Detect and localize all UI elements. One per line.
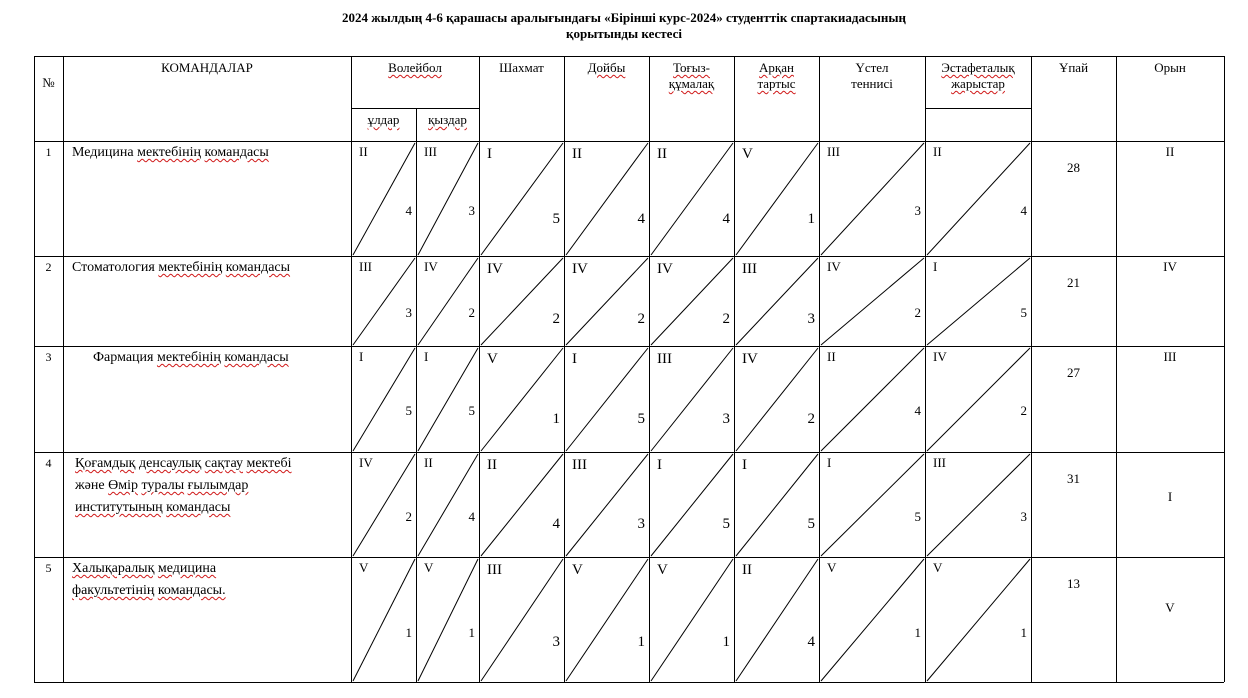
score-points-value: 5 (722, 516, 730, 532)
score-cell-diagonal (821, 559, 924, 681)
rank-value: V (359, 560, 369, 575)
score-points-value: 5 (552, 211, 560, 227)
document-title-line1: 2024 жылдың 4-6 қарашасы аралығындағы «Бірінші курс-2024» студенттік спартакиадасының (341, 10, 907, 25)
header-points: Ұпай (1058, 60, 1089, 75)
team-name-word: командасы (204, 145, 269, 160)
rank-value: II (572, 146, 582, 162)
score-points-value: 1 (637, 634, 645, 650)
place-value: II (1165, 144, 1175, 159)
score-cell-diagonal (821, 348, 924, 451)
place-value: IV (1163, 259, 1177, 274)
document-title-line2: қорытынды кестесі (566, 26, 682, 41)
team-name-line (72, 581, 226, 601)
rank-value: III (657, 351, 672, 367)
header-togyz-line1: Тоғыз- (673, 60, 710, 75)
score-points-value: 1 (1020, 625, 1027, 640)
score-cell-diagonal (821, 454, 924, 556)
rank-value: V (827, 560, 837, 575)
rank-value: V (742, 146, 753, 162)
score-points-value: 2 (405, 509, 412, 524)
rank-value: III (359, 259, 372, 274)
score-points-value: 3 (405, 305, 412, 320)
rank-value: II (657, 146, 667, 162)
score-points-value: 4 (637, 211, 645, 227)
score-points-value: 3 (552, 634, 560, 650)
rank-value: I (424, 349, 429, 364)
team-name-line (75, 454, 292, 474)
score-points-value: 5 (1020, 305, 1027, 320)
team-name-word: Халықаралық (72, 561, 155, 576)
score-points-value: 2 (1020, 403, 1027, 418)
score-cell-diagonal (821, 143, 924, 255)
rank-value: II (742, 562, 752, 578)
team-name-word: туралы (141, 478, 185, 493)
team-name-word: мектебі (246, 456, 292, 471)
header-rope-line1: Арқан (759, 60, 794, 75)
rank-value: IV (657, 261, 673, 277)
score-points-value: 3 (807, 311, 815, 327)
header-chess: Шахмат (499, 60, 544, 75)
total-points-value: 13 (1067, 576, 1080, 591)
team-name-word: Қоғамдық (75, 456, 136, 471)
score-points-value: 4 (468, 509, 475, 524)
row-number: 5 (45, 561, 52, 575)
score-cell-diagonal (927, 559, 1030, 681)
score-cell-diagonal (353, 143, 415, 255)
team-name-line (75, 476, 248, 496)
score-points-value: 1 (468, 625, 475, 640)
row-number: 2 (45, 260, 52, 274)
team-name-word: командасы. (157, 583, 226, 598)
header-checkers: Дойбы (587, 60, 626, 75)
row-number: 1 (45, 145, 52, 159)
rank-value: V (933, 560, 943, 575)
rank-value: IV (933, 349, 947, 364)
rank-value: II (933, 144, 942, 159)
team-name-word: Медицина (72, 145, 134, 160)
score-cell-diagonal (651, 454, 733, 556)
rank-value: I (359, 349, 364, 364)
total-points-value: 31 (1067, 471, 1080, 486)
score-points-value: 1 (722, 634, 730, 650)
header-relay-line2: жарыстар (951, 76, 1005, 91)
team-name-word: сақтау (204, 456, 243, 471)
team-name-word: Фармация (93, 350, 154, 365)
score-cell-diagonal (481, 143, 563, 255)
rank-value: I (933, 259, 938, 274)
score-points-value: 3 (637, 516, 645, 532)
score-points-value: 4 (807, 634, 815, 650)
score-points-value: 5 (807, 516, 815, 532)
rank-value: II (827, 349, 836, 364)
team-name-word: мектебінің (156, 350, 221, 365)
header-tennis-line1: Үстел (855, 60, 889, 75)
score-points-value: 5 (405, 403, 412, 418)
header-place: Орын (1154, 60, 1186, 75)
score-cell-diagonal (418, 559, 478, 681)
header-relay-line1: Эстафеталық (941, 60, 1015, 75)
row-number: 3 (45, 350, 52, 364)
team-name-word: денсаулық (138, 456, 202, 471)
row-number: 4 (45, 456, 52, 470)
team-name-word: командасы (166, 500, 231, 515)
rank-value: V (572, 562, 583, 578)
rank-value: IV (424, 259, 438, 274)
score-points-value: 3 (1020, 509, 1027, 524)
total-points-value: 21 (1067, 275, 1080, 290)
score-cell-diagonal (353, 559, 415, 681)
rank-value: V (657, 562, 668, 578)
team-name-word: мектебінің (137, 145, 202, 160)
score-points-value: 1 (914, 625, 921, 640)
rank-value: I (487, 146, 492, 162)
rank-value: I (742, 457, 747, 473)
score-points-value: 3 (722, 411, 730, 427)
rank-value: IV (742, 351, 758, 367)
team-name-word: Стоматология (72, 260, 155, 275)
team-name-line (93, 348, 289, 368)
team-name-word: медицина (157, 561, 217, 576)
score-points-value: 4 (405, 203, 412, 218)
rank-value: IV (359, 455, 373, 470)
header-tennis-line2: теннисі (851, 76, 893, 91)
header-teams: КОМАНДАЛАР (161, 60, 253, 75)
score-cell-diagonal (418, 143, 478, 255)
score-points-value: 4 (722, 211, 730, 227)
header-togyz-line2: құмалақ (668, 76, 715, 91)
team-name-line (75, 498, 230, 518)
header-number: № (42, 75, 55, 90)
team-name-line (72, 559, 216, 579)
place-value: I (1167, 489, 1173, 504)
rank-value: I (657, 457, 662, 473)
score-points-value: 4 (1020, 203, 1027, 218)
score-cell-diagonal (736, 454, 818, 556)
team-name-word: командасы (224, 350, 289, 365)
rank-value: I (572, 351, 577, 367)
rank-value: II (487, 457, 497, 473)
rank-value: IV (487, 261, 503, 277)
score-points-value: 2 (468, 305, 475, 320)
rank-value: III (572, 457, 587, 473)
score-points-value: 5 (637, 411, 645, 427)
rank-value: I (827, 455, 832, 470)
team-name-word: институтының (75, 500, 163, 515)
score-points-value: 4 (552, 516, 560, 532)
rank-value: III (933, 455, 946, 470)
team-name-line (72, 143, 269, 163)
score-points-value: 1 (405, 625, 412, 640)
rank-value: II (424, 455, 433, 470)
place-value: V (1165, 600, 1175, 615)
team-name-word: ғылымдар (187, 478, 249, 493)
rank-value: III (424, 144, 437, 159)
team-name-word: факультетінің (72, 583, 155, 598)
score-points-value: 2 (914, 305, 921, 320)
score-points-value: 1 (807, 211, 815, 227)
score-points-value: 4 (914, 403, 921, 418)
rank-value: IV (827, 259, 841, 274)
score-points-value: 3 (914, 203, 921, 218)
place-value: III (1163, 349, 1177, 364)
score-cell-diagonal (927, 143, 1030, 255)
score-points-value: 3 (468, 203, 475, 218)
total-points-value: 28 (1067, 160, 1080, 175)
score-points-value: 2 (807, 411, 815, 427)
team-name-word: командасы (225, 260, 291, 275)
score-points-value: 5 (468, 403, 475, 418)
rank-value: III (742, 261, 757, 277)
score-points-value: 2 (722, 311, 730, 327)
header-volleyball-boys: ұлдар (367, 112, 400, 127)
team-name-word: Өмір (108, 478, 138, 493)
team-name-word: және (75, 478, 105, 493)
rank-value: III (487, 562, 502, 578)
rank-value: III (827, 144, 840, 159)
team-name-line (72, 258, 290, 278)
rank-value: IV (572, 261, 588, 277)
score-points-value: 5 (914, 509, 921, 524)
rank-value: II (359, 144, 368, 159)
header-volleyball: Волейбол (388, 60, 442, 75)
score-cell-diagonal (566, 348, 648, 451)
score-points-value: 2 (552, 311, 560, 327)
score-points-value: 2 (637, 311, 645, 327)
score-cell-diagonal (927, 258, 1030, 345)
header-volleyball-girls: қыздар (428, 112, 467, 127)
score-points-value: 1 (552, 411, 560, 427)
rank-value: V (487, 351, 498, 367)
team-name-word: мектебінің (158, 260, 223, 275)
total-points-value: 27 (1067, 365, 1080, 380)
header-rope-line2: тартыс (757, 76, 796, 91)
rank-value: V (424, 560, 434, 575)
